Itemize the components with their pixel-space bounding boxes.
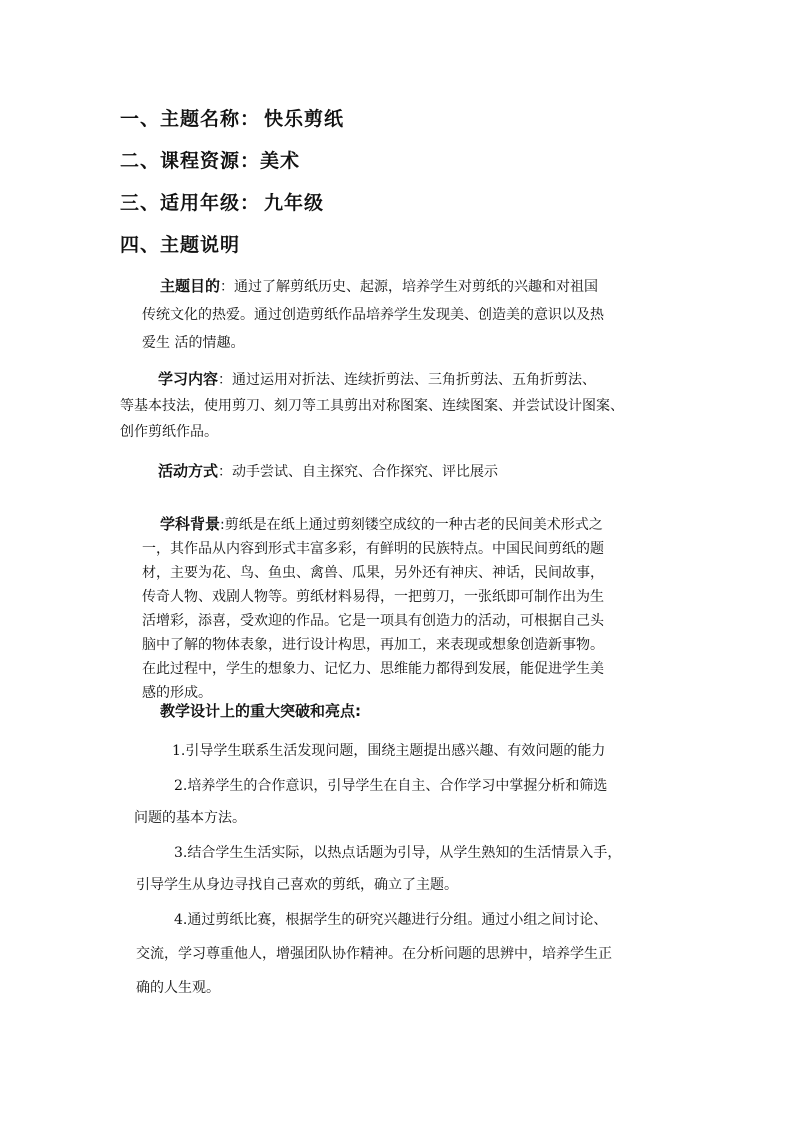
heading-value: 快乐剪纸 bbox=[264, 108, 345, 130]
background-line: 传奇人物、戏剧人物等。剪纸材料易得，一把剪刀，一张纸即可制作出为生 bbox=[142, 589, 604, 605]
heading-topic-description bbox=[120, 230, 240, 257]
purpose-paragraph bbox=[142, 272, 604, 357]
highlight-line: 问题的基本方法。 bbox=[134, 810, 246, 826]
background-line: 活增彩，添喜，受欢迎的作品。它是一项具有创造力的活动，可根据自己头 bbox=[142, 613, 604, 629]
highlights-title: 教学设计上的重大突破和亮点: bbox=[160, 702, 361, 720]
highlight-number: 1. bbox=[172, 743, 186, 759]
content-line: 学习内容：通过运用对折法、连续折剪法、三角折剪法、五角折剪法、 bbox=[158, 370, 597, 388]
activity-line: 活动方式：动手尝试、自主探究、合作探究、评比展示 bbox=[158, 462, 499, 480]
background-line: 材，主要为花、鸟、鱼虫、禽兽、瓜果，另外还有神庆、神话，民间故事， bbox=[142, 565, 604, 581]
highlight-number: 4. bbox=[174, 912, 188, 928]
highlight-line: 3.结合学生生活实际，以热点话题为引导，从学生熟知的生活情景入手， bbox=[174, 845, 622, 861]
highlight-item-3 bbox=[136, 837, 621, 901]
background-line: 一，其作品从内容到形式丰富多彩，有鲜明的民族特点。中国民间剪纸的题 bbox=[142, 541, 604, 557]
purpose-line: 传统文化的热爱。通过创造剪纸作品培养学生发现美、创造美的意识以及热 bbox=[142, 307, 604, 323]
purpose-line: 主题目的：通过了解剪纸历史、起源，培养学生对剪纸的兴趣和对祖国 bbox=[160, 277, 599, 295]
highlight-line: 2.培养学生的合作意识，引导学生在自主、合作学习中掌握分析和筛选 bbox=[174, 778, 608, 794]
content-label: 学习内容 bbox=[158, 370, 219, 388]
purpose-label: 主题目的 bbox=[160, 277, 221, 295]
highlight-item-4 bbox=[136, 903, 612, 1005]
heading-label: 四、主题说明 bbox=[120, 234, 241, 256]
content-line: 创作剪纸作品。 bbox=[120, 424, 218, 440]
highlight-line: 确的人生观。 bbox=[136, 980, 220, 996]
heading-label: 一、主题名称： bbox=[120, 108, 261, 130]
heading-value: 九年级 bbox=[264, 192, 325, 214]
activity-paragraph bbox=[158, 458, 498, 485]
highlight-number: 2. bbox=[174, 778, 188, 794]
highlight-line: 4.通过剪纸比赛，根据学生的研究兴趣进行分组。通过小组之间讨论、 bbox=[174, 912, 608, 928]
highlight-line: 1.引导学生联系生活发现问题，围绕主题提出感兴趣、有效问题的能力 bbox=[172, 743, 606, 759]
highlight-line: 引导学生从身边寻找自己喜欢的剪纸，确立了主题。 bbox=[136, 877, 458, 893]
background-line: 感的形成。 bbox=[142, 685, 212, 701]
heading-topic-name bbox=[120, 104, 344, 131]
background-line: 学科背景:剪纸是在纸上通过剪刻镂空成纹的一种古老的民间美术形式之 bbox=[160, 515, 603, 533]
content-paragraph bbox=[120, 366, 624, 445]
activity-label: 活动方式 bbox=[158, 462, 219, 480]
highlight-item-1 bbox=[172, 738, 605, 764]
heading-course-resource bbox=[120, 146, 300, 173]
content-line: 等基本技法，使用剪刀、刻刀等工具剪出对称图案、连续图案、并尝试设计图案、 bbox=[120, 398, 624, 414]
highlight-item-2 bbox=[134, 770, 607, 834]
purpose-line: 爱生 活的情趣。 bbox=[142, 335, 245, 351]
heading-label: 三、适用年级： bbox=[120, 192, 261, 214]
heading-label: 二、课程资源： bbox=[120, 150, 261, 172]
highlight-number: 3. bbox=[174, 845, 188, 861]
background-paragraph bbox=[142, 512, 604, 705]
background-line: 在此过程中，学生的想象力、记忆力、思维能力都得到发展，能促进学生美 bbox=[142, 661, 604, 677]
background-line: 脑中了解的物体表象，进行设计构思，再加工，来表现或想象创造新事物。 bbox=[142, 637, 604, 653]
highlight-line: 交流，学习尊重他人，增强团队协作精神。在分析问题的思辨中，培养学生正 bbox=[136, 946, 612, 962]
background-label: 学科背景 bbox=[160, 515, 221, 533]
heading-grade bbox=[120, 188, 324, 215]
heading-value: 美术 bbox=[260, 150, 301, 172]
